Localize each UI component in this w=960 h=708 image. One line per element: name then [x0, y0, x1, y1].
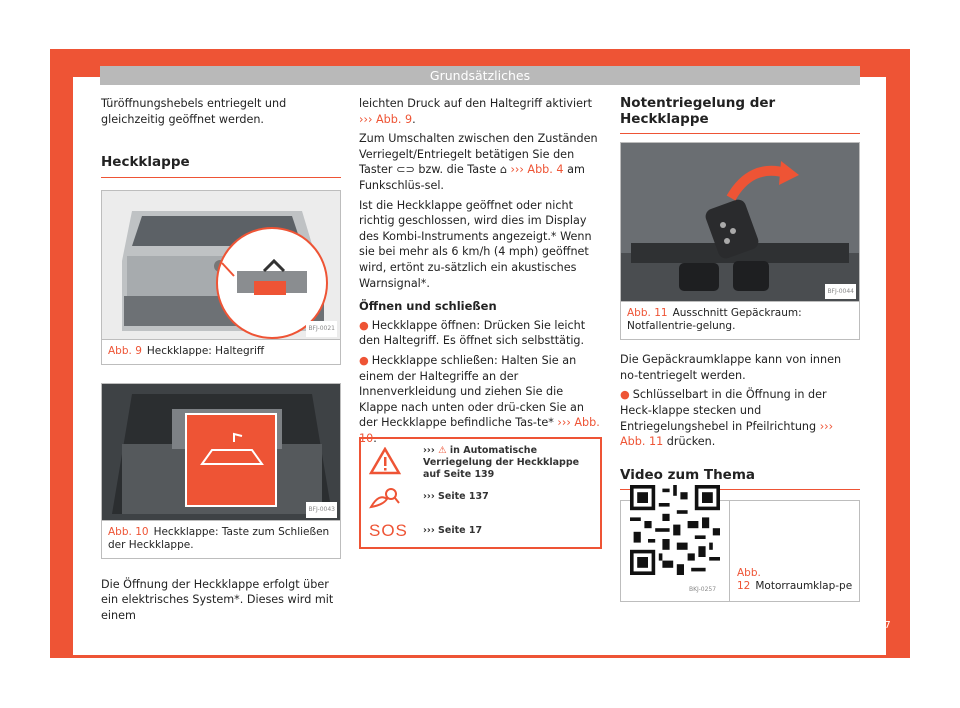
bullet-icon: ● [359, 318, 369, 332]
warning-caution-text[interactable] [423, 445, 597, 481]
figure-12-caption-text: Motorraumklap-pe [755, 580, 853, 593]
small-warning-icon: ⚠ [438, 445, 447, 456]
page-number: 17 [878, 620, 891, 631]
figure-11-image [621, 143, 859, 301]
figure-10-number: Abb. 10 [108, 525, 149, 538]
ref-abb-4[interactable]: ››› Abb. 4 [510, 163, 564, 177]
bullet-close-end: . [373, 431, 377, 445]
ref-abb-9[interactable]: ››› Abb. 9 [359, 112, 413, 126]
bullet-close-text: Heckklappe schließen: Halten Sie an einem der Haltegriffe an der Innenverkleidung und ziehen Sie die Klappe nach unten oder drü-cken Sie an der Heckklappe befindliche Tas-te* [359, 353, 584, 430]
bullet-icon: ● [620, 388, 630, 402]
paragraph-2-text-a: Zum Umschalten zwischen den Zuständen Verriegelt/Entriegelt betätigen Sie den Taster [359, 132, 598, 177]
bullet-open [359, 318, 602, 349]
warning-row-environment [361, 483, 600, 515]
ref-abb-10[interactable]: ››› Abb. 10 [359, 416, 600, 445]
paragraph-notentriegelung: Die Gepäckraumklappe kann von innen no-tentriegelt werden. [620, 353, 842, 382]
figure-12-divider [729, 501, 730, 601]
figure-9 [101, 190, 341, 365]
paragraph-2 [359, 131, 602, 193]
intro-text: Türöffnungshebels entriegelt und gleichzeitig geöffnet werden. [101, 97, 287, 126]
figure-9-number: Abb. 9 [108, 344, 142, 357]
warning-env-link[interactable]: ››› Seite 137 [423, 491, 489, 502]
figure-11-code: BFJ-0044 [825, 284, 856, 300]
figure-9-image [102, 191, 340, 339]
paragraph-opening: Die Öffnung der Heckklappe erfolgt über ein elektrisches System*. Dieses wird mit einem [101, 577, 334, 622]
paragraph-3: Ist die Heckklappe geöffnet oder nicht richtig geschlossen, wird dies im Display des Kombi-Instruments angezeigt.* Wenn sie bei mehr als 6 km/h (4 mph) geöffnet wird, ertönt zu-sätzlich ein akustisches Warnsignal*. [359, 198, 592, 290]
bullet-key [620, 387, 860, 449]
figure-11-caption [621, 301, 859, 339]
column-middle [359, 96, 602, 450]
warning-triangle-icon [369, 447, 401, 475]
section-title-video: Video zum Thema [620, 468, 860, 491]
ref-abb-11[interactable]: ››› Abb. 11 [620, 419, 834, 449]
figure-9-caption [102, 339, 340, 364]
warning-caution-link: in Automatische Verriegelung der Heckklappe auf Seite 139 [423, 445, 580, 480]
book-magnifier-icon [369, 485, 401, 513]
column-left [101, 96, 341, 628]
bullet-key-text: Schlüsselbart in die Öffnung in der Heck-klappe stecken und Entriegelungshebel in Pfeilrichtung [620, 388, 827, 433]
paragraph-2-text-b: bzw. die Taste [418, 163, 497, 177]
warning-caution-prefix: ››› [423, 445, 435, 456]
figure-9-caption-text: Heckklappe: Haltegriff [146, 344, 265, 357]
figure-10-code: BFJ-0043 [306, 502, 337, 518]
section-title-heckklappe: Heckklappe [101, 155, 341, 178]
figure-11-caption-text: Ausschnitt Gepäckraum: Notfallentrie-gelung. [627, 307, 802, 333]
section-title-notentriegelung: Notentriegelung der Heckklappe [620, 96, 860, 134]
figure-11-number: Abb. 11 [627, 307, 668, 320]
bullet-icon: ● [359, 353, 369, 367]
paragraph-1 [359, 96, 602, 127]
warning-sos-link[interactable]: ››› Seite 17 [423, 525, 483, 536]
sos-icon: SOS [369, 521, 408, 540]
figure-11 [620, 142, 860, 340]
figure-10-caption [102, 520, 340, 558]
figure-9-code: BFJ-0021 [306, 321, 337, 337]
bullet-open-text: Heckklappe öffnen: Drücken Sie leicht den Haltegriff. Es öffnet sich selbsttätig. [359, 318, 586, 348]
paragraph-2-text-c: am Funkschlüs-sel. [359, 163, 585, 192]
figure-12-code: BKJ-0257 [687, 582, 718, 598]
bullet-key-end: drücken. [666, 435, 716, 449]
subheading-open-close: Öffnen und schließen [359, 299, 497, 314]
video-qr-code[interactable] [630, 485, 720, 575]
trunk-key-icon: ⌂ [499, 163, 507, 177]
figure-10 [101, 383, 341, 559]
figure-10-image [102, 384, 340, 520]
paragraph-1-text: leichten Druck auf den Haltegriff aktiviert [359, 97, 592, 110]
figure-10-caption-text: Heckklappe: Taste zum Schließen der Heckklappe. [108, 525, 330, 551]
warning-row-sos [361, 517, 600, 549]
bullet-close [359, 353, 602, 447]
warning-box [359, 437, 602, 549]
figure-12-caption [737, 567, 857, 593]
page-header: Grundsätzliches [100, 66, 860, 85]
warning-row-caution [361, 445, 600, 480]
figure-12-number: Abb. 12 [737, 567, 761, 593]
paragraph-1-end: . [412, 112, 416, 126]
car-lock-icon: ⊂⊃ [396, 163, 415, 177]
